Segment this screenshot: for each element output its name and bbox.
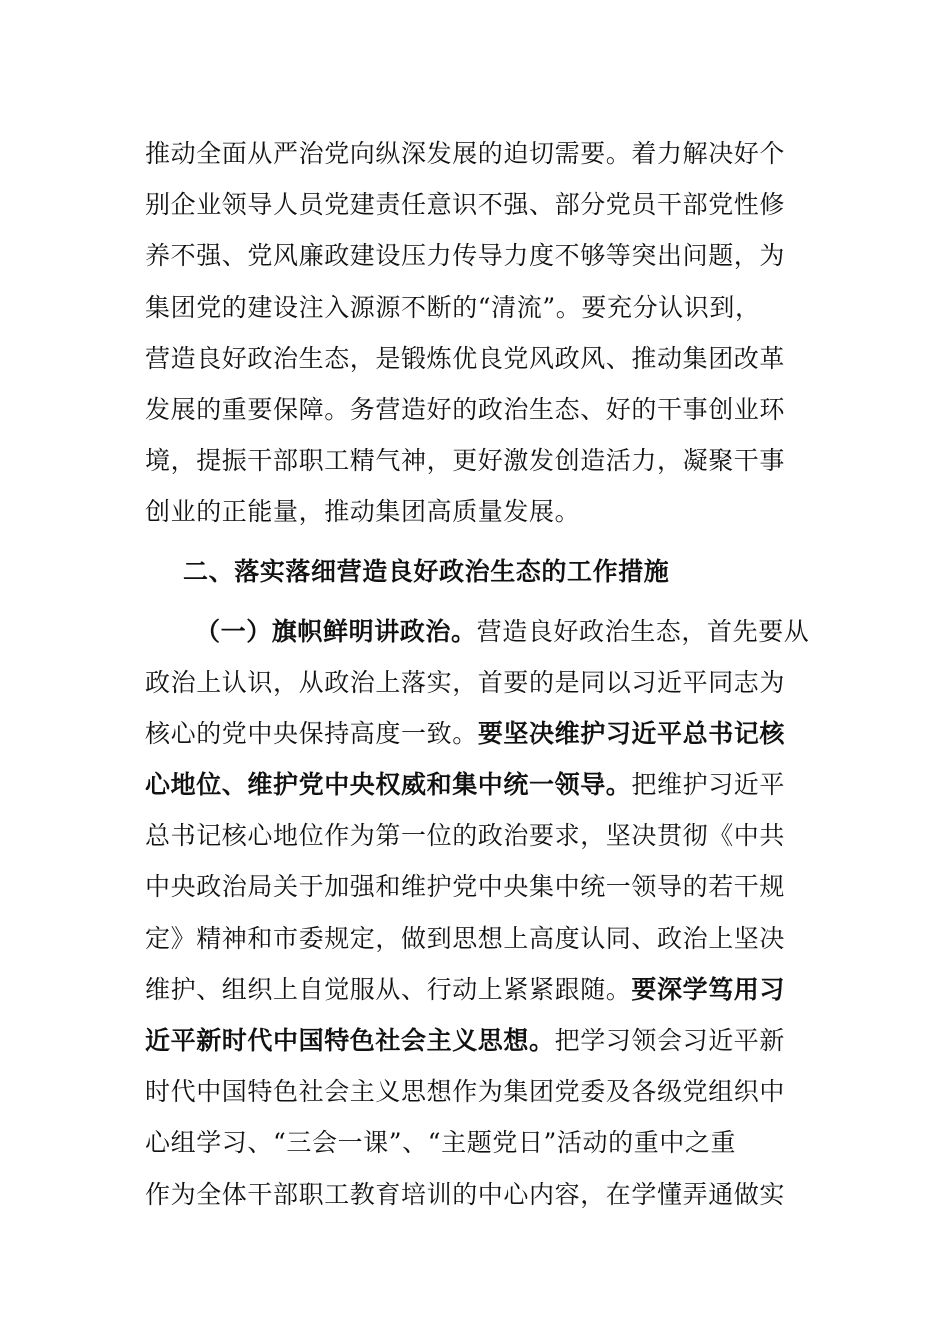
text-line: 政治上认识，从政治上落实，首要的是同以习近平同志为 [145, 667, 786, 697]
section-heading: 二、落实落细营造良好政治生态的工作措施 [183, 556, 670, 586]
text-line [145, 606, 810, 657]
text-line: 创业的正能量，推动集团高质量发展。 [145, 497, 581, 527]
paragraph-1 [145, 128, 805, 538]
paragraph-2 [145, 606, 810, 1220]
text-run: 把维护习近平 [631, 770, 786, 800]
bold-run: 要坚决维护习近平总书记核 [477, 718, 786, 748]
text-line [145, 708, 805, 759]
text-line [145, 964, 805, 1015]
text-run: 维护、组织上自觉服从、行动上紧紧跟随。 [145, 974, 632, 1004]
text-line: 营造良好政治生态，是锻炼优良党风政风、推动集团改革 [145, 343, 786, 373]
text-line: 时代中国特色社会主义思想作为集团党委及各级党组织中 [145, 1077, 786, 1107]
text-run: 营造良好政治生态，首先要从 [476, 616, 810, 646]
text-run: 把学习领会习近平新 [554, 1026, 786, 1055]
text-line [145, 1015, 805, 1066]
text-line: 别企业领导人员党建责任意识不强、部分党员干部党性修 [145, 190, 786, 220]
text-line: 推动全面从严治党向纵深发展的迫切需要。着力解决好个 [145, 139, 786, 168]
bold-run: 近平新时代中国特色社会主义思想。 [145, 1026, 555, 1055]
text-run: 核心的党中央保持高度一致。 [145, 718, 478, 748]
text-line: 境，提振干部职工精气神，更好激发创造活力，凝聚干事 [145, 446, 786, 476]
text-line: 养不强、党风廉政建设压力传导力度不够等突出问题，为 [145, 241, 786, 271]
subheading-bold: （一）旗帜鲜明讲政治。 [195, 616, 477, 646]
text-line: 总书记核心地位作为第一位的政治要求，坚决贯彻《中共 [145, 821, 786, 851]
text-line: 作为全体干部职工教育培训的中心内容，在学懂弄通做实 [145, 1179, 786, 1209]
text-line: 集团党的建设注入源源不断的“清流”。要充分认识到， [145, 292, 761, 322]
document-body [145, 128, 810, 1220]
text-line [145, 759, 805, 810]
text-line: 发展的重要保障。务营造好的政治生态、好的干事创业环 [145, 394, 786, 424]
bold-run: 要深学笃用习 [631, 974, 786, 1004]
text-line: 心组学习、“三会一课”、“主题党日”活动的重中之重 [145, 1128, 737, 1158]
bold-run: 心地位、维护党中央权威和集中统一领导。 [145, 770, 632, 800]
text-line: 中央政治局关于加强和维护党中央集中统一领导的若干规 [145, 872, 786, 902]
text-line: 定》精神和市委规定，做到思想上高度认同、政治上坚决 [145, 923, 786, 953]
